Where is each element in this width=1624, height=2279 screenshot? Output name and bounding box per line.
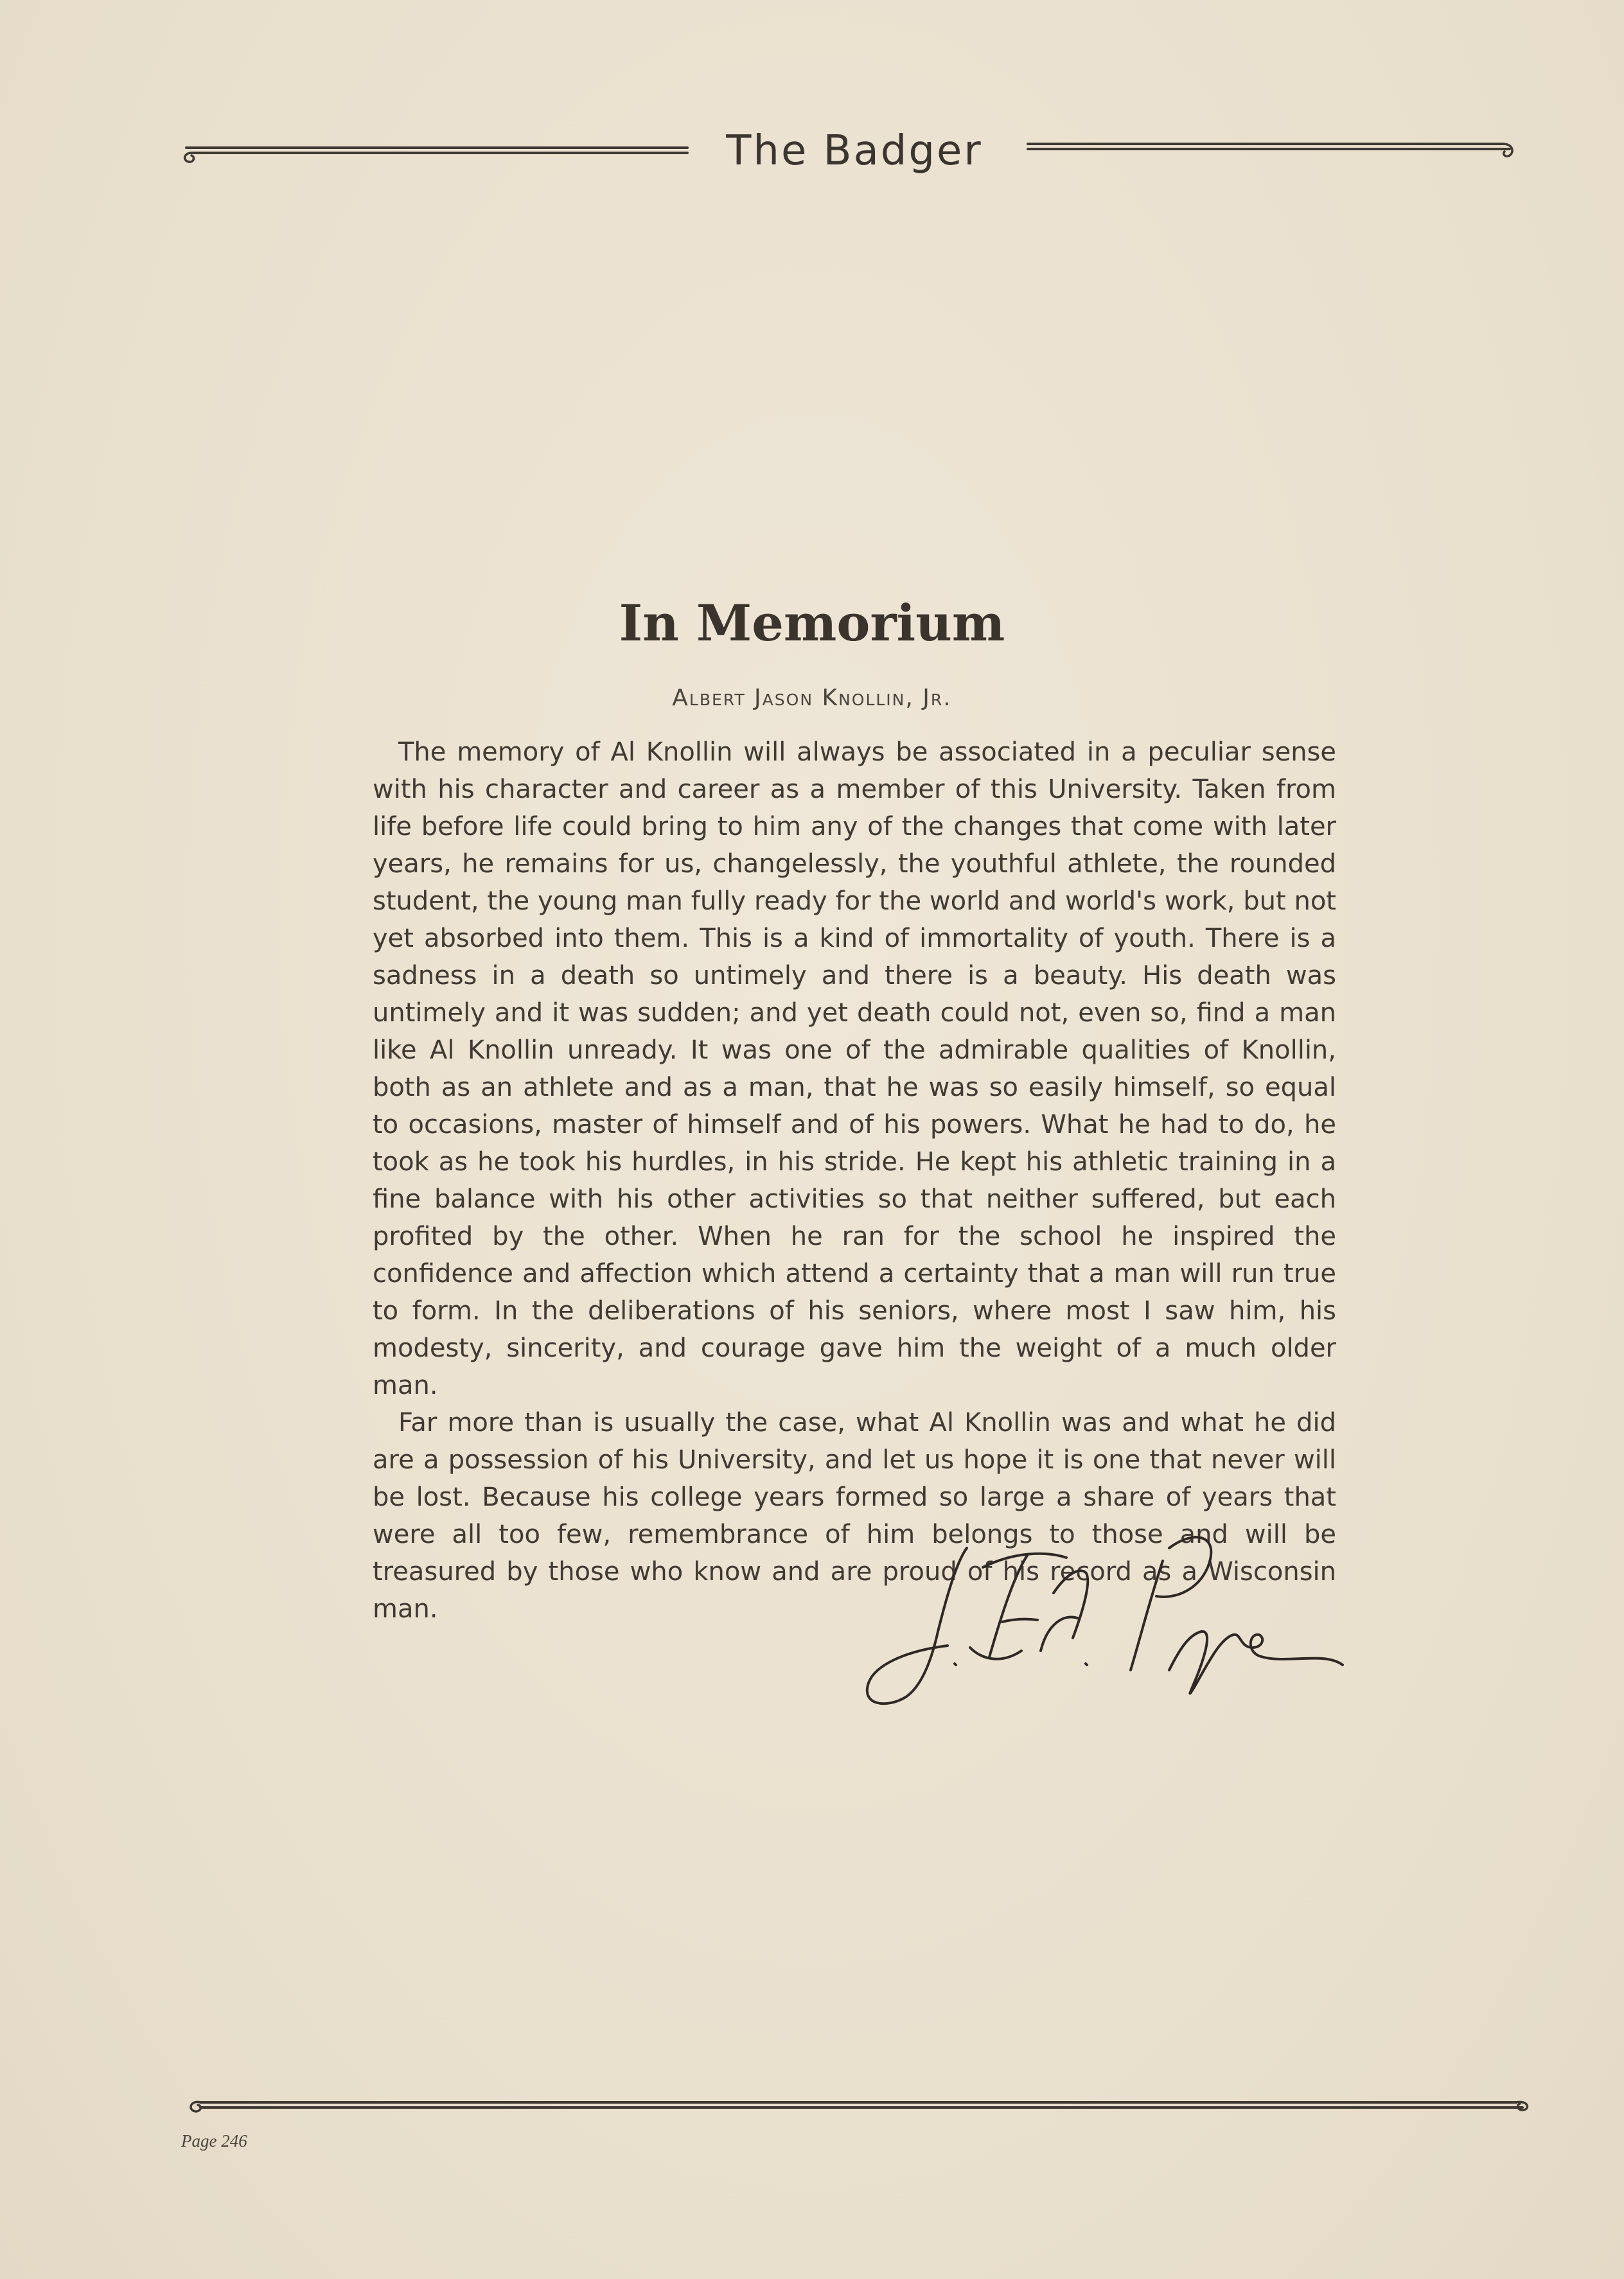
memorial-paragraph: Far more than is usually the case, what Al Knollin was and what he did are a possession of his University, and let us hope it is one that never will be lost. Because his college years formed so large a share of years that were all too few, remembrance of him belongs to those and will be treasured by those who know and are proud of his record as a Wisconsin man. (373, 1408, 1336, 1624)
page-number: Page 246 (181, 2131, 247, 2151)
page-header (180, 116, 1529, 193)
handwritten-signature (809, 1522, 1349, 1721)
memorial-paragraph: The memory of Al Knollin will always be associated in a peculiar sense with his character and career as a member of this University. Taken from life before life could bring to him any of the changes that come with later years, he remains for us, changelessly, the youthful athlete, the rounded student, the young man fully ready for the world and world's work, but not yet absorbed into them. This is a kind of immortality of youth. There is a sadness in a death so untimely and there is a beauty. His death was untimely and it was sudden; and yet death could not, even so, find a man like Al Knollin unready. It was one of the admirable qualities of Knollin, both as an athlete and as a man, that he was so easily himself, so equal to occasions, master of himself and of his powers. What he had to do, he took as he took his hurdles, in his stride. He kept his athletic training in a fine balance with his other activities so that neither suffered, but each profited by the other. When he ran for the school he inspired the confidence and affection which attend a certainty that a man will run true to form. In the deliberations of his seniors, where most I saw him, his modesty, sincerity, and courage gave him the weight of a much older man. (373, 737, 1336, 1400)
memorial-text (373, 734, 1336, 1628)
publication-title: The Badger (726, 127, 983, 175)
memorial-subject-name: Albert Jason Knollin, Jr. (672, 685, 952, 711)
footer-ornament-rule (186, 2091, 1535, 2116)
memorial-heading: In Memorium (619, 594, 1005, 653)
